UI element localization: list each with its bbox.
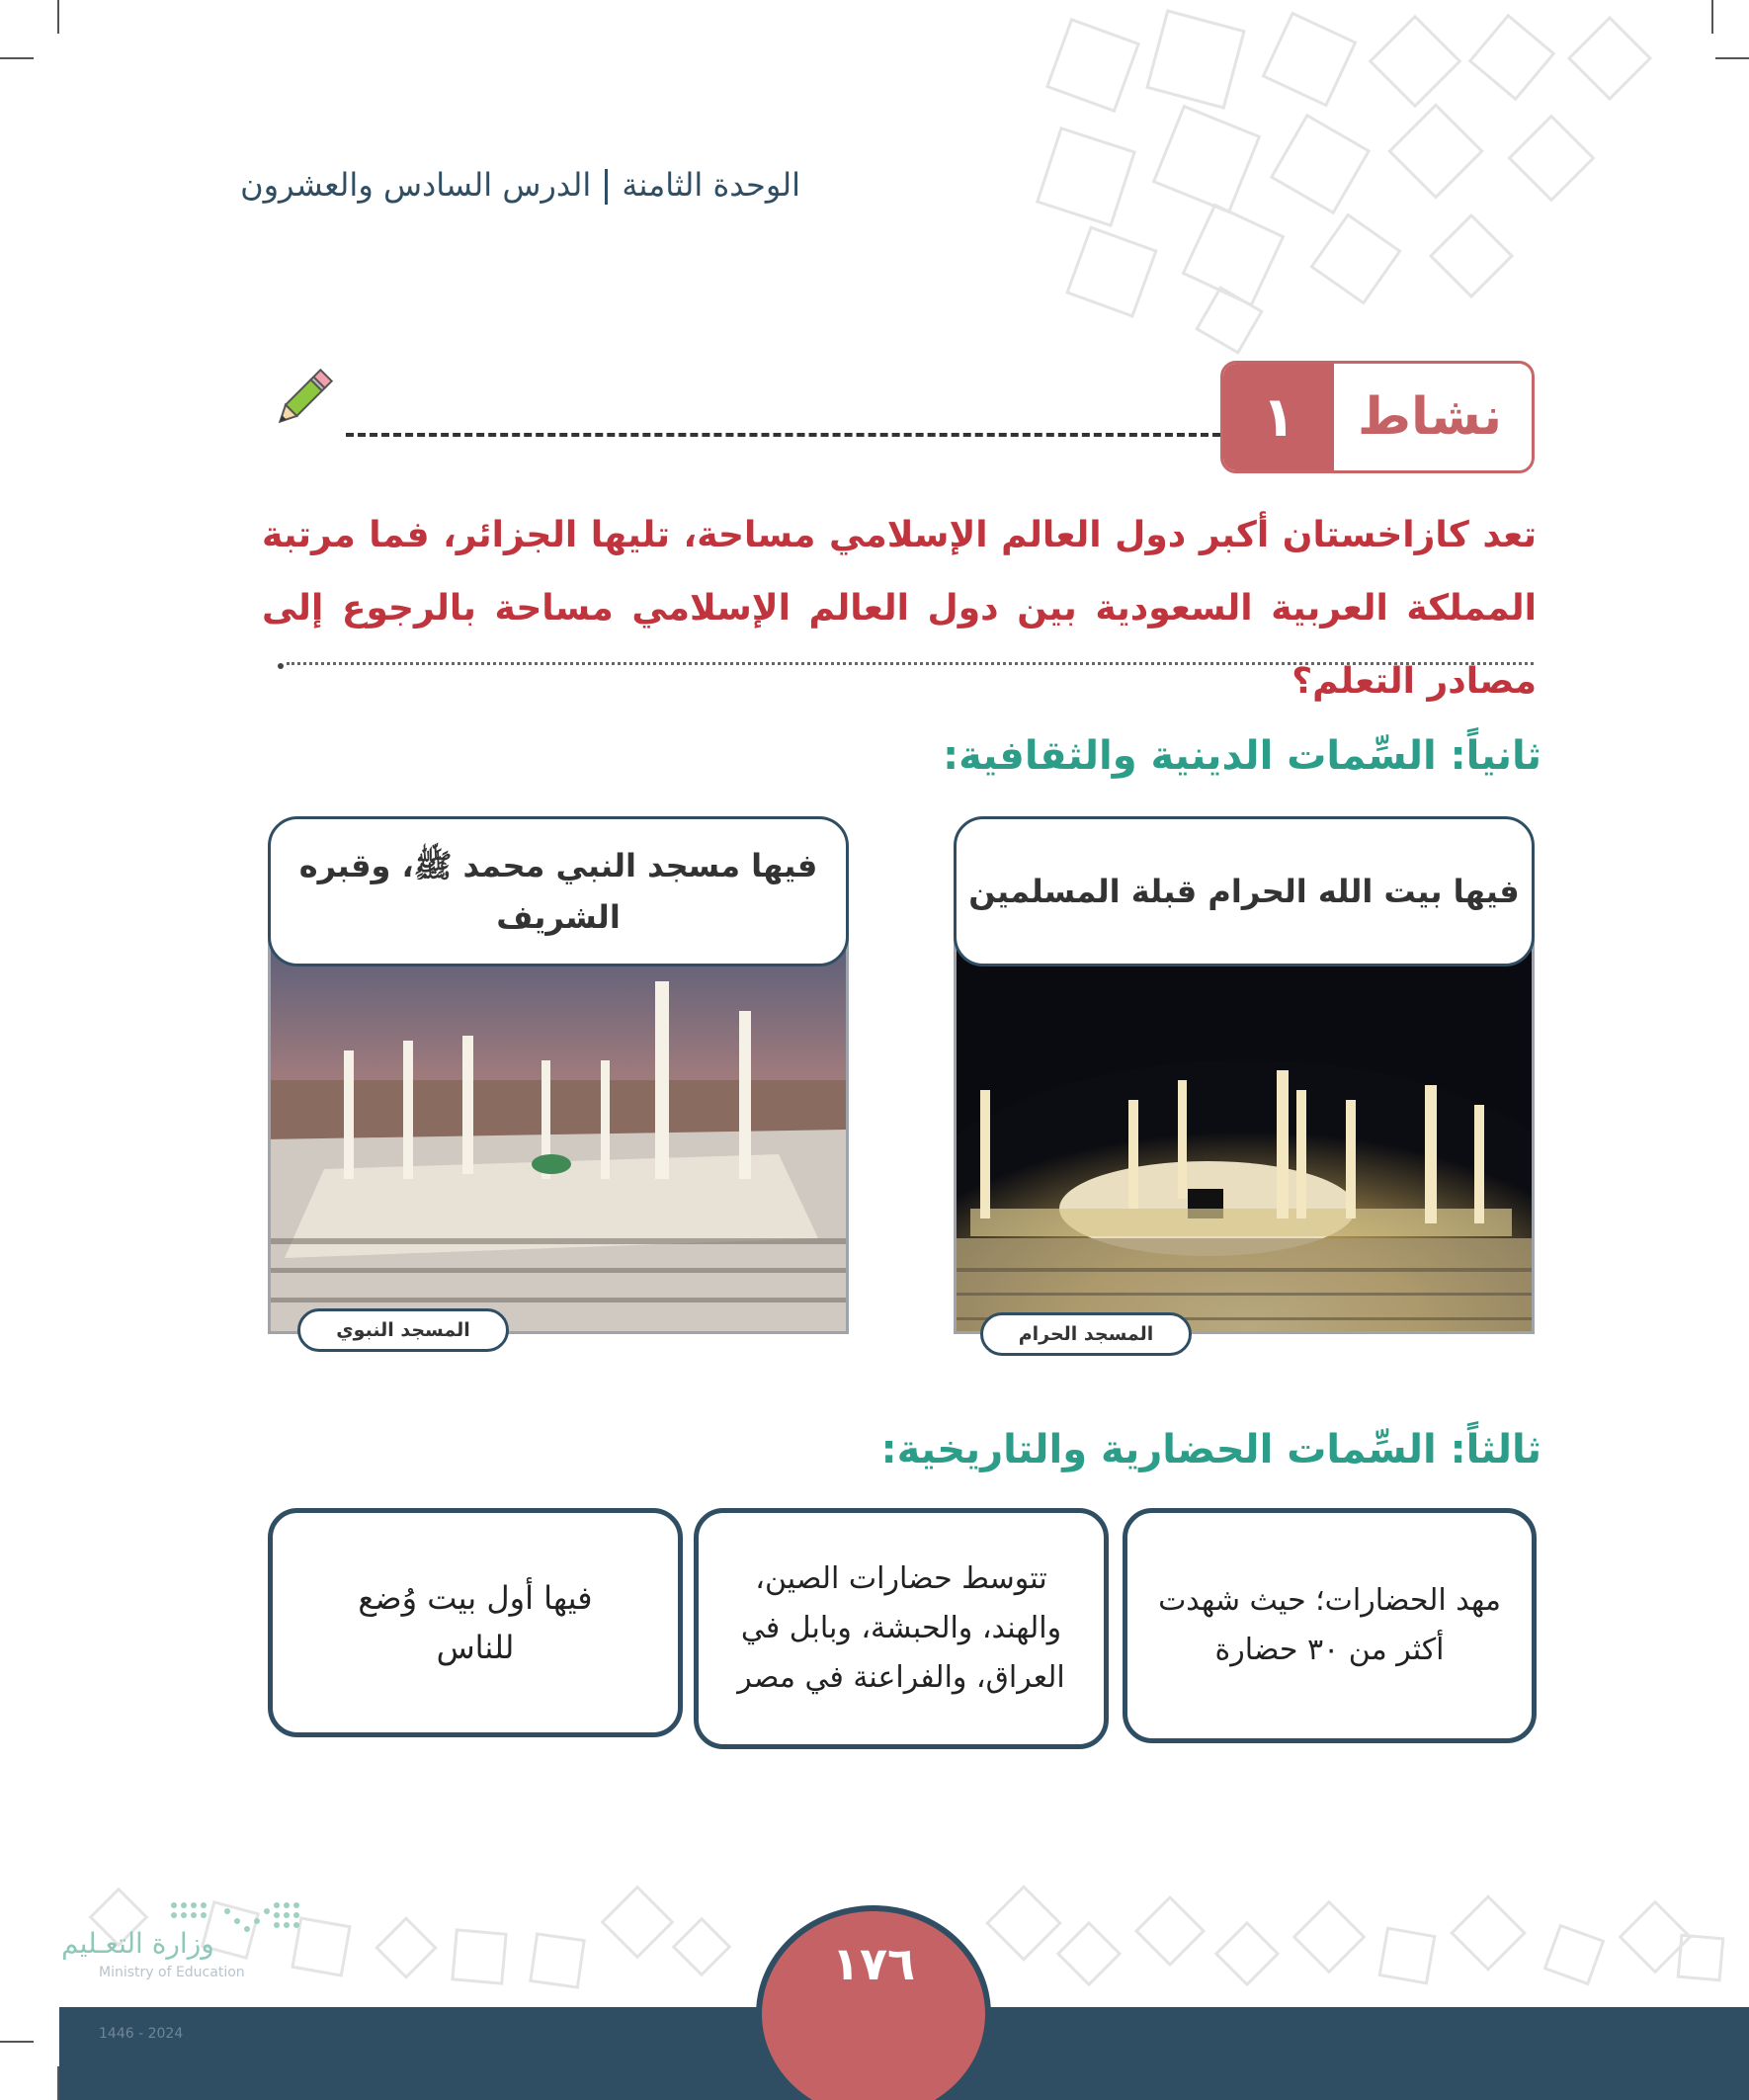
page-number: ١٧٦ — [756, 1905, 991, 2100]
crop-mark — [1711, 0, 1713, 34]
section-title-religious: ثانياً: السِّمات الدينية والثقافية: — [943, 733, 1541, 779]
activity-question: تعد كازاخستان أكبر دول العالم الإسلامي مساحة، تليها الجزائر، فما مرتبة المملكة العربية السعودية بين دول العالم الإسلامي مساحة بالرجوع إلى مصادر التعلم؟ — [262, 515, 1537, 702]
ministry-name-en: Ministry of Education — [99, 1965, 245, 1980]
lesson-title: الدرس السادس والعشرون — [240, 166, 592, 204]
activity-badge — [1220, 361, 1535, 473]
header-separator — [605, 169, 608, 205]
unit-title: الوحدة الثامنة — [622, 166, 800, 204]
activity-label: نشاط — [1358, 387, 1502, 447]
activity-divider — [346, 433, 1220, 437]
activity-number: ١ — [1223, 364, 1334, 470]
caption-masjid-al-haram: فيها بيت الله الحرام قبلة المسلمين — [954, 816, 1535, 966]
pencil-icon — [267, 364, 338, 435]
answer-line-end — [278, 663, 284, 669]
crop-mark — [0, 57, 34, 59]
crop-mark — [57, 0, 59, 34]
crop-mark — [0, 2041, 34, 2043]
caption-masjid-an-nabawi: فيها مسجد النبي محمد ﷺ، وقبره الشريف — [268, 816, 849, 966]
feature-box-civilizations-cradle: مهد الحضارات؛ حيث شهدت أكثر من ٣٠ حضارة — [1123, 1508, 1537, 1743]
photo-label-masjid-al-haram: المسجد الحرام — [980, 1312, 1192, 1356]
section-title-historical: ثالثاً: السِّمات الحضارية والتاريخية: — [880, 1427, 1541, 1472]
photo-label-masjid-an-nabawi: المسجد النبوي — [297, 1308, 509, 1352]
page-header — [240, 166, 800, 205]
feature-box-first-house: فيها أول بيت وُضع للناس — [268, 1508, 683, 1737]
ministry-name-ar: وزارة التعـليم — [61, 1927, 214, 1960]
feature-box-central-location: تتوسط حضارات الصين، والهند، والحبشة، وبابل في العراق، والفراعنة في مصر — [694, 1508, 1109, 1749]
crop-mark — [1715, 57, 1749, 59]
edition-year: 2024 - 1446 — [99, 2026, 184, 2042]
photo-masjid-al-haram — [954, 939, 1535, 1334]
photo-masjid-an-nabawi — [268, 939, 849, 1334]
answer-line[interactable] — [287, 662, 1534, 665]
